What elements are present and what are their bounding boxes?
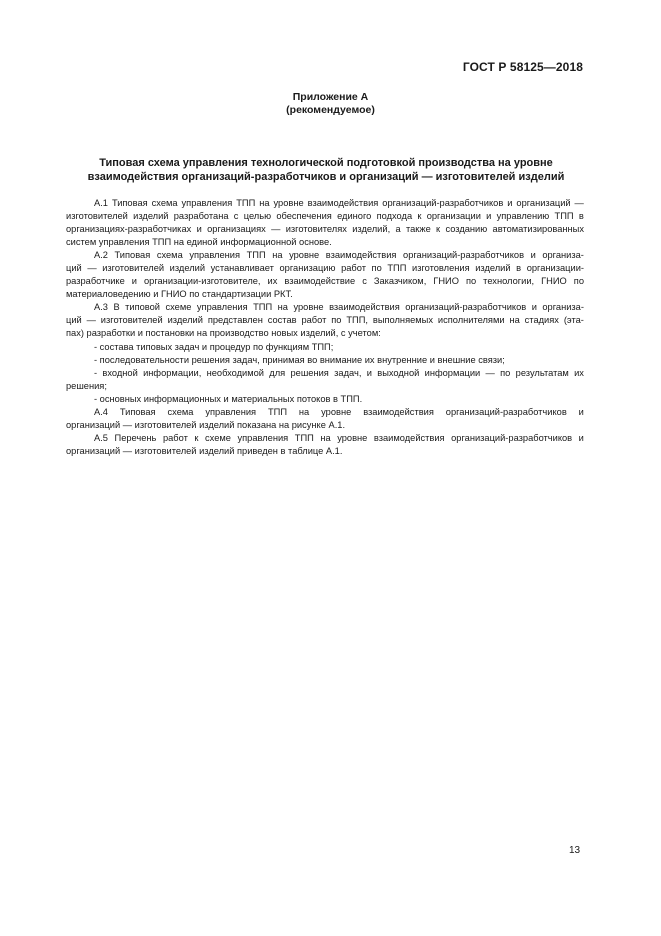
list-item: - основных информационных и материальных потоков в ТПП. bbox=[94, 393, 363, 404]
text-line: А.3 В типовой схеме управления ТПП на уровне взаимодействия организаций-разработчиков и организа- bbox=[94, 302, 584, 313]
standard-code: ГОСТ Р 58125—2018 bbox=[462, 60, 583, 74]
paragraph-a5 bbox=[66, 432, 584, 458]
text-line: пах) разработки и постановки на производство новых изделий, с учетом: bbox=[66, 328, 381, 339]
paragraph-a4 bbox=[66, 406, 584, 432]
paragraph-a2 bbox=[66, 249, 584, 301]
appendix-status: (рекомендуемое) bbox=[286, 104, 375, 116]
list-item: - последовательности решения задач, принимая во внимание их внутренние и внешние связи; bbox=[94, 354, 505, 365]
text-line: изготовителей изделий разработана с целью обеспечения единого подхода к организации и управлению ТПП в bbox=[66, 211, 584, 222]
text-line: А.5 Перечень работ к схеме управления ТПП на уровне взаимодействия организаций-разработчиков и bbox=[94, 432, 584, 443]
section-title-line-1: Типовая схема управления технологической подготовкой производства на уровне bbox=[99, 157, 553, 169]
text-line: организаций — изготовителей изделий показана на рисунке А.1. bbox=[66, 419, 346, 430]
text-line: А.2 Типовая схема управления ТПП на уровне взаимодействия организаций-разработчиков и организа- bbox=[94, 250, 584, 261]
text-line: ций — изготовителей изделий устанавливает организацию работ по ТПП изготовления изделий в организации- bbox=[66, 263, 584, 274]
list-item: - состава типовых задач и процедур по функциям ТПП; bbox=[94, 341, 334, 352]
text-line: А.4 Типовая схема управления ТПП на уровне взаимодействия организаций-разработчиков и bbox=[94, 406, 584, 417]
list-item-continuation: решения; bbox=[66, 380, 107, 391]
page-number: 13 bbox=[569, 845, 581, 856]
document-body bbox=[66, 197, 584, 458]
text-line: материаловедению и ГНИО по стандартизации РКТ. bbox=[66, 289, 293, 300]
text-line: организаций — изготовителей изделий приведен в таблице А.1. bbox=[66, 445, 343, 456]
appendix-title: Приложение А bbox=[292, 91, 369, 103]
paragraph-a1 bbox=[66, 197, 584, 249]
paragraph-a3 bbox=[66, 301, 584, 405]
list-item: - входной информации, необходимой для решения задач, и выходной информации — по результатам их bbox=[94, 367, 584, 378]
text-line: А.1 Типовая схема управления ТПП на уровне взаимодействия организаций-разработчиков и организаций — bbox=[94, 198, 584, 208]
appendix-heading bbox=[0, 91, 661, 117]
text-line: разработчике и организации-изготовителе, их взаимодействие с Заказчиком, ГНИО по технологии, ГНИО по bbox=[66, 276, 584, 287]
text-line: организациях-разработчиках и организациях — изготовителях изделий, а также к созданию автоматизированных bbox=[66, 224, 584, 235]
section-title-line-2: взаимодействия организаций-разработчиков и организаций — изготовителей изделий bbox=[87, 171, 565, 183]
text-line: ций — изготовителей изделий представлен состав работ по ТПП, выполняемых исполнителями на стадиях (эта- bbox=[66, 315, 584, 326]
text-line: систем управления ТПП на единой информационной основе. bbox=[66, 237, 332, 248]
section-title bbox=[66, 156, 586, 184]
